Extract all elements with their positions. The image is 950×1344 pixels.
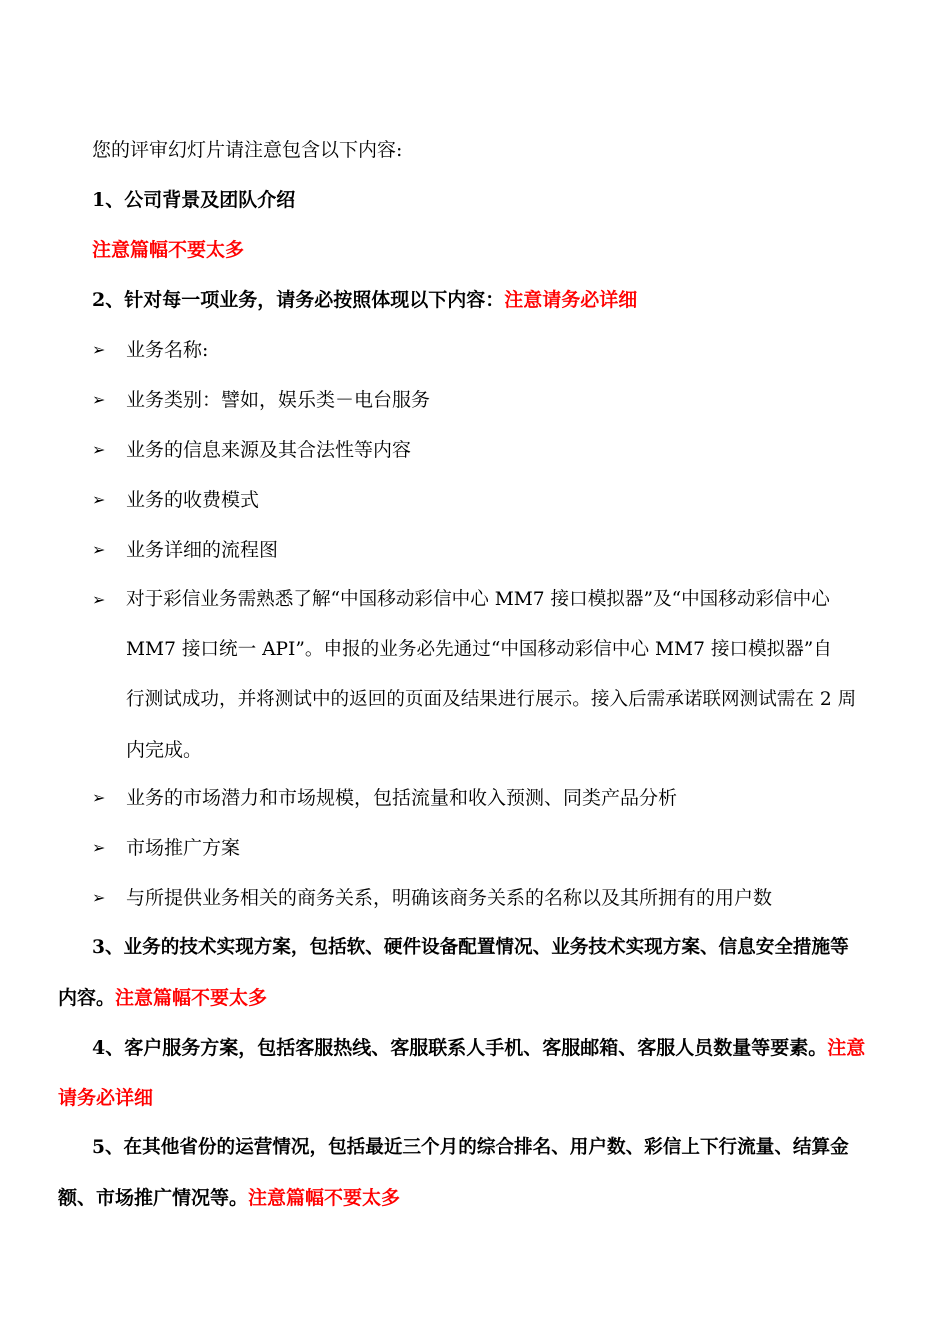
bullet-arrow-icon: ➢ (92, 490, 106, 509)
bullet-text: 业务类别：譬如，娱乐类－电台服务 (126, 389, 431, 411)
bullet-text: 业务的市场潜力和市场规模，包括流量和收入预测、同类产品分析 (126, 787, 678, 809)
bullet-text: 业务的信息来源及其合法性等内容 (126, 439, 412, 461)
intro-text: 您的评审幻灯片请注意包含以下内容: (92, 139, 403, 161)
item-3-note: 注意篇幅不要太多 (115, 987, 268, 1009)
item-4-heading-line-1 (92, 1036, 865, 1060)
item-5-note: 注意篇幅不要太多 (248, 1187, 401, 1209)
bullet-arrow-icon: ➢ (92, 440, 106, 459)
bullet-text: 业务的收费模式 (126, 489, 260, 511)
item-2-note: 注意请务必详细 (504, 289, 638, 311)
bullet-text: 业务详细的流程图 (126, 539, 279, 561)
bullet-arrow-icon: ➢ (92, 340, 106, 359)
bullet-text: 业务名称: (126, 339, 209, 361)
bullet-arrow-icon: ➢ (92, 540, 106, 559)
item-3-heading-line-2 (58, 986, 267, 1010)
item-1-note: 注意篇幅不要太多 (92, 239, 245, 261)
item-5-heading-end: 额、市场推广情况等。 (58, 1187, 249, 1209)
bullet-arrow-icon: ➢ (92, 390, 106, 409)
bullet-arrow-icon: ➢ (92, 838, 106, 857)
bullet-arrow-icon: ➢ (92, 590, 106, 609)
item-4-note-end: 请务必详细 (58, 1087, 154, 1109)
bullet-text: 市场推广方案 (126, 837, 241, 859)
bullet-text-line-2: MM7 接口统一 API”。申报的业务必先通过“中国移动彩信中心 MM7 接口模拟器”自 (126, 639, 832, 660)
bullet-arrow-icon: ➢ (92, 788, 106, 807)
bullet-text-line-4: 内完成。 (126, 739, 203, 761)
item-3-heading-end: 内容。 (58, 987, 116, 1009)
item-3-heading-line-1: 3、业务的技术实现方案，包括软、硬件设备配置情况、业务技术实现方案、信息安全措施等 (92, 937, 849, 958)
item-4-heading: 4、客户服务方案，包括客服热线、客服联系人手机、客服邮箱、客服人员数量等要素。 (92, 1037, 828, 1059)
bullet-text-line-3: 行测试成功，并将测试中的返回的页面及结果进行展示。接入后需承诺联网测试需在 2 周 (126, 689, 857, 710)
bullet-arrow-icon: ➢ (92, 888, 106, 907)
item-1-heading: 1、公司背景及团队介绍 (92, 189, 296, 211)
item-4-note-start: 注意 (827, 1037, 866, 1059)
item-5-heading-line-2 (58, 1186, 400, 1210)
bullet-text-line-1: 对于彩信业务需熟悉了解“中国移动彩信中心 MM7 接口模拟器”及“中国移动彩信中心 (126, 589, 830, 610)
item-2-heading-line (92, 288, 637, 312)
item-2-heading: 2、针对每一项业务，请务必按照体现以下内容： (92, 289, 505, 311)
bullet-text: 与所提供业务相关的商务关系，明确该商务关系的名称以及其所拥有的用户数 (126, 887, 773, 909)
item-5-heading-line-1: 5、在其他省份的运营情况，包括最近三个月的综合排名、用户数、彩信上下行流量、结算金 (92, 1137, 849, 1158)
